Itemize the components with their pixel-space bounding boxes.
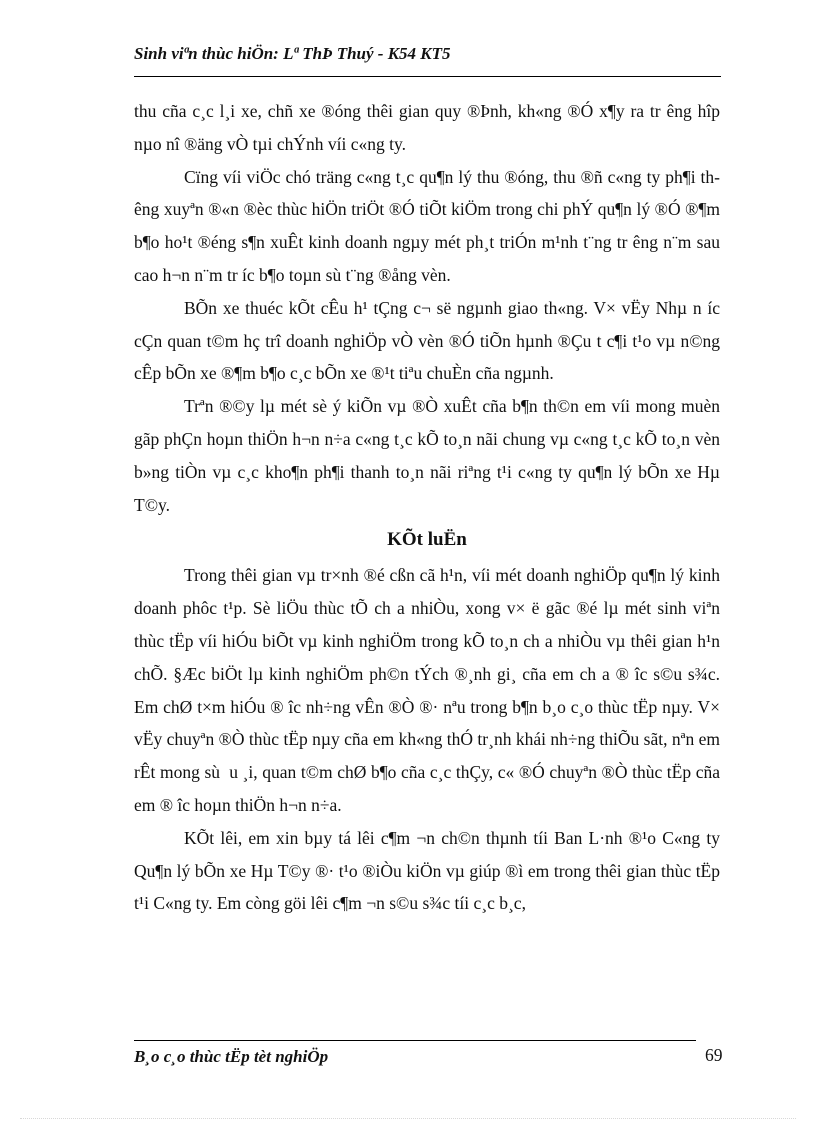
paragraph: Trªn ®©y lµ mét sè ý kiÕn vµ ®Ò xuÊt cña b¶n th©n em víi mong muèn gãp phÇn hoµn thiÖn h¬n n÷a c«ng t¸c kÕ to¸n nãi chung vµ c«ng t¸c kÕ to¸n vèn b»ng tiÒn vµ c¸c kho¶n ph¶i thanh to¸n nãi riªng t¹i c«ng ty qu¶n lý bÕn xe Hµ T©y.	[134, 396, 720, 515]
paragraph: BÕn xe thuéc kÕt cÊu h¹ tÇng c¬ së ngµnh giao th«ng. V× vËy Nhµ n íc cÇn quan t©m hç trî doanh nghiÖp vÒ vèn ®Ó tiÕn hµnh ®Çu t c¶i t¹o vµ n©ng cÊp bÕn xe ®¶m b¶o c¸c bÕn xe ®¹t tiªu chuÈn cña ngµnh.	[134, 297, 720, 384]
running-header: Sinh viªn thùc hiÖn: Lª ThÞ Thuý - K54 KT5	[134, 44, 451, 63]
paragraph: KÕt lêi, em xin bµy tá lêi c¶m ¬n ch©n thµnh tíi Ban L·nh ®¹o C«ng ty Qu¶n lý bÕn xe Hµ T©y ®· t¹o ®iÒu kiÖn vµ giúp ®ì em trong thêi gian thùc tËp t¹i C«ng ty. Em còng göi lêi c¶m ¬n s©u s¾c tíi c¸c b¸c,	[134, 827, 720, 914]
footer-rule	[134, 1040, 696, 1041]
paragraph: Cïng víi viÖc chó träng c«ng t¸c qu¶n lý thu ®óng, thu ®ñ c«ng ty ph¶i th êng xuyªn ®«n ®èc thùc hiÖn triÖt ®Ó tiÕt kiÖm trong chi phÝ qu¶n lý ®Ó ®¶m b¶o ho¹t ®éng s¶n xuÊt kinh doanh ngµy mét ph¸t triÓn m¹nh t¨ng tr êng n¨m sau cao h¬n n¨m tr íc b¶o toµn sù t¨ng ®ång vèn.	[134, 166, 720, 285]
page-number: 69	[705, 1045, 723, 1065]
page-edge-divider	[20, 1118, 796, 1119]
paragraph-continuation: thu cña c¸c l¸i xe, chñ xe ®óng thêi gian quy ®Þnh, kh«ng ®Ó x¶y ra tr êng hîp nµo nî ®äng vÒ tµi chÝnh víi c«ng ty.	[134, 101, 720, 154]
header-rule	[134, 76, 721, 77]
section-heading: KÕt luËn	[387, 529, 467, 551]
body-text	[134, 95, 720, 920]
paragraph: Trong thêi gian vµ tr×nh ®é cßn cã h¹n, víi mét doanh nghiÖp qu¶n lý kinh doanh phôc t¹p. Sè liÖu thùc tÕ ch a nhiÒu, xong v× ë gãc ®é lµ mét sinh viªn thùc tËp víi hiÓu biÕt vµ kinh nghiÖm trong kÕ to¸n ch a nhiÒu vµ thêi gian h¹n chÕ. §Æc biÖt lµ kinh nghiÖm ph©n tÝch ®¸nh gi¸ cña em ch a ® îc s©u s¾c. Em chØ t×m hiÓu ® îc nh÷ng vÊn ®Ò ®· nªu trong b¶n b¸o c¸o thùc tËp nµy. V× vËy chuyªn ®Ò thùc tËp nµy cña em kh«ng thÓ tr¸nh khái nh÷ng thiÕu sãt, nªn em rÊt mong sù u ¸i, quan t©m chØ b¶o cña c¸c thÇy, c« ®Ó chuyªn ®Ò thùc tËp cña em ® îc hoµn thiÖn h¬n n÷a.	[134, 565, 720, 815]
running-footer: B¸o c¸o thùc tËp tèt nghiÖp	[134, 1047, 329, 1066]
